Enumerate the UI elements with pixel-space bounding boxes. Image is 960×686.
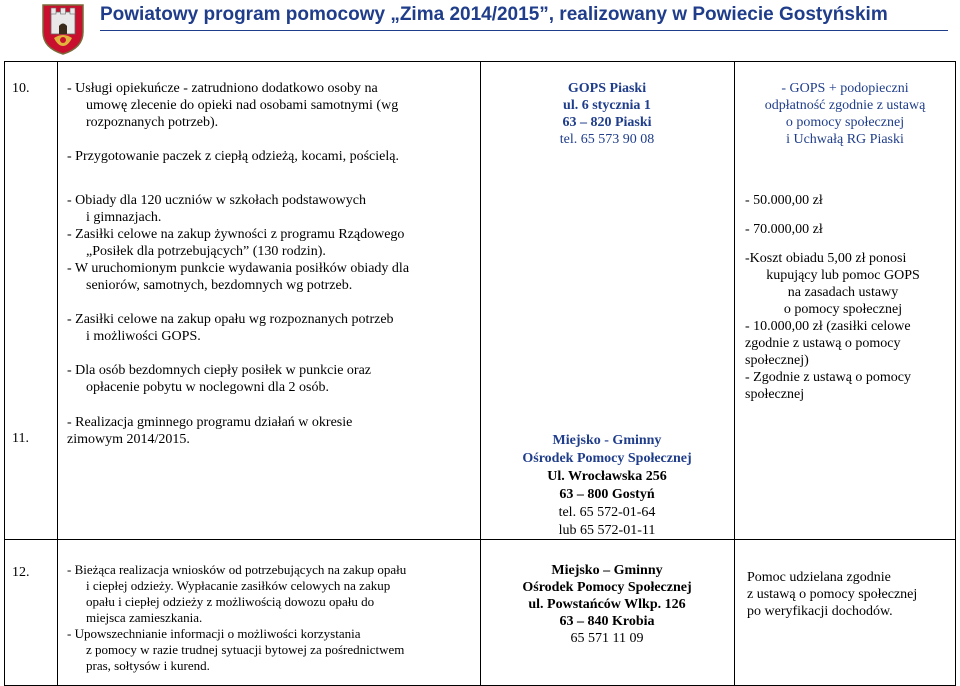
note-line: -Koszt obiadu 5,00 zł ponosi xyxy=(745,251,907,266)
note-line: i Uchwałą RG Piaski xyxy=(786,132,904,147)
note-line: zgodnie z ustawą o pomocy xyxy=(745,336,901,351)
row-11-contact xyxy=(485,432,729,540)
action-line: z pomocy w razie trudnej sytuacji bytowej za pośrednictwem xyxy=(86,642,405,657)
action-line: - Zasiłki celowe na zakup żywności z programu Rządowego xyxy=(67,227,405,242)
action-line: „Posiłek dla potrzebujących” (130 rodzin). xyxy=(86,244,326,259)
office-name: Miejsko - Gminny xyxy=(552,433,662,448)
action-line: opłacenie pobytu w noclegowni dla 2 osób. xyxy=(86,380,330,395)
action-line: zimowym 2014/2015. xyxy=(67,432,190,447)
note-line: na zasadach ustawy xyxy=(787,285,899,300)
office-name: Ośrodek Pomocy Społecznej xyxy=(522,580,692,595)
note-line: Pomoc udzielana zgodnie xyxy=(747,570,891,585)
title-underline xyxy=(100,30,948,31)
row-number: 10. xyxy=(12,81,30,96)
row-10-actions xyxy=(67,80,470,165)
note-line: z ustawą o pomocy społecznej xyxy=(747,587,918,602)
note-line: kupujący lub pomoc GOPS xyxy=(766,268,920,283)
action-line: i ciepłej odzieży. Wypłacanie zasiłków celowych na zakup xyxy=(86,578,391,593)
office-phone: 65 571 11 09 xyxy=(570,631,644,646)
action-line: opału i ciepłej odzieży z możliwością dowozu opału do xyxy=(86,594,375,609)
action-line: - Usługi opiekuńcze - zatrudniono dodatkowo osoby na xyxy=(67,81,378,96)
note-line: - 70.000,00 zł xyxy=(745,222,823,237)
action-line: i możliwości GOPS. xyxy=(86,329,201,344)
row-11-actions xyxy=(67,192,470,448)
row-12-actions xyxy=(67,562,470,674)
row-12-notes xyxy=(747,569,953,620)
row-divider xyxy=(5,539,955,540)
column-divider xyxy=(734,62,735,685)
page-title: Powiatowy program pomocowy „Zima 2014/2015”, realizowany w Powiecie Gostyńskim xyxy=(100,4,888,25)
action-line: i gimnazjach. xyxy=(86,210,162,225)
row-10-notes xyxy=(737,80,953,148)
row-10-contact xyxy=(485,80,729,148)
office-phone: tel. 65 573 90 08 xyxy=(559,132,655,147)
office-name: Miejsko – Gminny xyxy=(551,563,663,578)
note-line: - GOPS + podopieczni xyxy=(781,81,909,96)
action-line: miejsca zamieszkania. xyxy=(86,610,203,625)
office-name: GOPS Piaski xyxy=(567,81,647,96)
action-line: pras, sołtysów i kurend. xyxy=(86,658,210,673)
row-12-contact xyxy=(485,562,729,647)
office-name: Ośrodek Pomocy Społecznej xyxy=(522,451,692,466)
row-11-notes xyxy=(745,192,953,403)
action-line: umowę zlecenie do opieki nad osobami samotnymi (wg xyxy=(86,98,399,113)
note-line: odpłatność zgodnie z ustawą xyxy=(764,98,926,113)
column-divider xyxy=(480,62,481,685)
note-line: o pomocy społecznej xyxy=(783,302,903,317)
action-line: - Obiady dla 120 uczniów w szkołach podstawowych xyxy=(67,193,366,208)
note-line: społecznej xyxy=(745,387,805,402)
note-line: po weryfikacji dochodów. xyxy=(747,604,893,619)
office-phone: lub 65 572-01-11 xyxy=(558,523,656,538)
action-line: - Przygotowanie paczek z ciepłą odzieżą, kocami, pościelą. xyxy=(67,149,399,164)
column-divider xyxy=(57,62,58,685)
program-table xyxy=(4,61,956,686)
action-line: seniorów, samotnych, bezdomnych wg potrzeb. xyxy=(86,278,353,293)
office-street: Ul. Wrocławska 256 xyxy=(547,469,667,484)
coat-of-arms-icon xyxy=(40,2,86,56)
action-line: rozpoznanych potrzeb). xyxy=(86,115,219,130)
office-city: 63 – 840 Krobia xyxy=(559,614,655,629)
office-city: 63 – 800 Gostyń xyxy=(559,487,655,502)
office-street: ul. Powstańców Wlkp. 126 xyxy=(528,597,686,612)
row-number: 12. xyxy=(12,565,30,580)
note-line: o pomocy społecznej xyxy=(785,115,905,130)
office-city: 63 – 820 Piaski xyxy=(562,115,652,130)
action-line: - Zasiłki celowe na zakup opału wg rozpoznanych potrzeb xyxy=(67,312,394,327)
office-phone: tel. 65 572-01-64 xyxy=(558,505,656,520)
action-line: - Realizacja gminnego programu działań w okresie xyxy=(67,415,353,430)
action-line: - W uruchomionym punkcie wydawania posiłków obiady dla xyxy=(67,261,410,276)
row-number: 11. xyxy=(12,431,29,446)
action-line: - Dla osób bezdomnych ciepły posiłek w punkcie oraz xyxy=(67,363,372,378)
action-line: - Bieżąca realizacja wniosków od potrzebujących na zakup opału xyxy=(67,562,407,577)
note-line: - 10.000,00 zł (zasiłki celowe xyxy=(745,319,911,334)
note-line: społecznej) xyxy=(745,353,809,368)
office-street: ul. 6 stycznia 1 xyxy=(563,98,651,113)
action-line: - Upowszechnianie informacji o możliwości korzystania xyxy=(67,626,361,641)
note-line: - Zgodnie z ustawą o pomocy xyxy=(745,370,912,385)
note-line: - 50.000,00 zł xyxy=(745,193,823,208)
